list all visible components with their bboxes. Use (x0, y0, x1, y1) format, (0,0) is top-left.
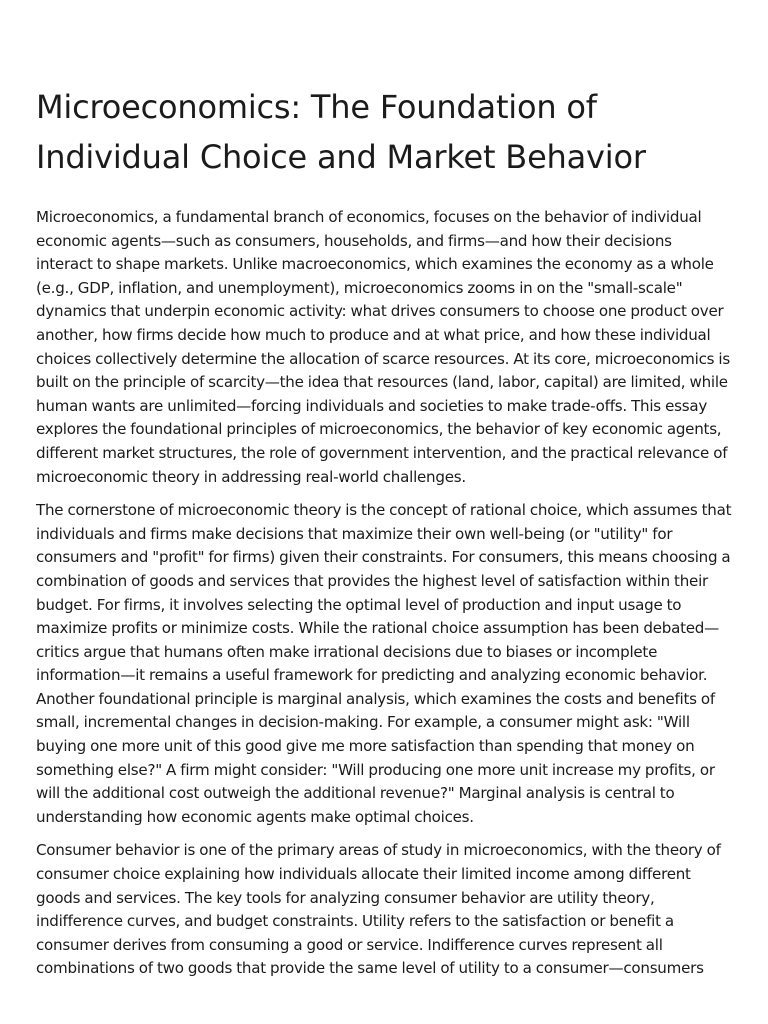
article-body (36, 206, 732, 981)
paragraph-introduction: Microeconomics, a fundamental branch of economics, focuses on the behavior of individual economic agents—such as consumers, households, and firms—and how their decisions interact to shape markets. Unlike macroeconomics, which examines the economy as a whole (e.g., GDP, inflation, and unemployment), microeconomics zooms in on the "small-scale" dynamics that underpin economic activity: what drives consumers to choose one product over another, how firms decide how much to produce and at what price, and how these individual choices collectively determine the allocation of scarce resources. At its core, microeconomics is built on the principle of scarcity—the idea that resources (land, labor, capital) are limited, while human wants are unlimited—forcing individuals and societies to make trade-offs. This essay explores the foundational principles of microeconomics, the behavior of key economic agents, different market structures, the role of government intervention, and the practical relevance of microeconomic theory in addressing real-world challenges. (36, 208, 730, 486)
paragraph-rational-choice: The cornerstone of microeconomic theory is the concept of rational choice, which assumes that individuals and firms make decisions that maximize their own well-being (or "utility" for consumers and "profit" for firms) given their constraints. For consumers, this means choosing a combination of goods and services that provides the highest level of satisfaction within their budget. For firms, it involves selecting the optimal level of production and input usage to maximize profits or minimize costs. While the rational choice assumption has been debated—critics argue that humans often make irrational decisions due to biases or incomplete information—it remains a useful framework for predicting and analyzing economic behavior. Another foundational principle is marginal analysis, which examines the costs and benefits of small, incremental changes in decision-making. For example, a consumer might ask: "Will buying one more unit of this good give me more satisfaction than spending that money on something else?" A firm might consider: "Will producing one more unit increase my profits, or will the additional cost outweigh the additional revenue?" Marginal analysis is central to understanding how economic agents make optimal choices. (36, 501, 732, 826)
article-title: Microeconomics: The Foundation of Individual Choice and Market Behavior (36, 88, 646, 176)
paragraph-consumer-behavior: Consumer behavior is one of the primary areas of study in microeconomics, with the theory of consumer choice explaining how individuals allocate their limited income among different goods and services. The key tools for analyzing consumer behavior are utility theory, indifference curves, and budget constraints. Utility refers to the satisfaction or benefit a consumer derives from consuming a good or service. Indifference curves represent all combinations of two goods that provide the same level of utility to a consumer—consumers (36, 841, 721, 978)
